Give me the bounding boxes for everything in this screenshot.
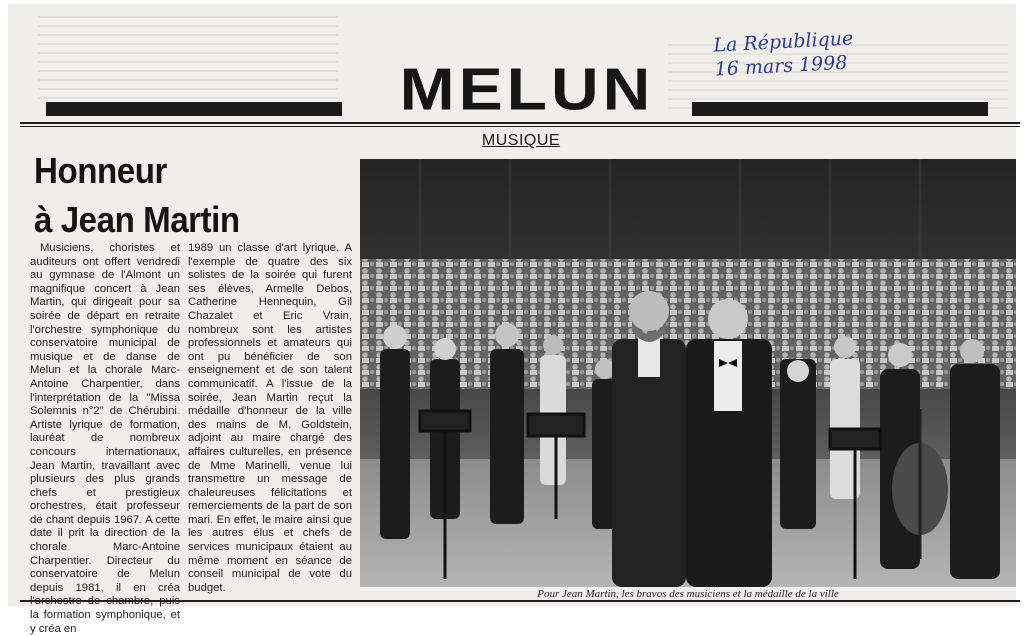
top-rule [20,122,1020,124]
headline-line-1: Honneur [34,150,167,191]
newspaper-clipping [8,4,1016,635]
masthead-bar-right [692,102,988,116]
masthead-bar-left [46,102,342,116]
handwritten-date: 16 mars 1998 [714,51,848,81]
article-headline [34,146,328,244]
masthead-title: MELUN [399,55,655,123]
headline-line-2: à Jean Martin [34,199,240,240]
top-rule-thin [20,126,1020,127]
photo-caption: Pour Jean Martin, les bravos des musiciens et la médaille de la ville [537,588,839,600]
column-2-text: 1989 un classe d'art lyrique. A l'exemple de quatre des six solistes de la soirée qui furent ses élèves, Armelle Debos, Catherine Hennequin, Gil Chazalet et Eric Vrain, nombreux sont les artistes professionnels et amateurs qui ont pu bénéficier de son enseignement et de son talent communicatif. A l'issue de la soirée, Jean Martin reçut la médaille d'honneur de la ville des mains de M. Goldstein, adjoint au maire chargé des affaires culturelles, en présence de Mme Marinelli, venue lui transmettre un message de chaleureuses félicitations et remerciements de la part de son mari. En effet, le maire ainsi que les autres élus et chefs de services municipaux étaient au même moment en séance de conseil municipal de vote du budget. [188,242,352,594]
article-column-1 [30,242,180,636]
handwritten-source: La République [712,27,854,57]
concert-photo-illustration [360,159,1016,587]
handwritten-note [713,26,855,81]
concert-photo [360,159,1016,587]
column-1-text: Musiciens, choristes et auditeurs ont offert vendredi au gymnase de l'Almont un magnifique concert à Jean Martin, qui dirigeait pour sa soirée de départ en retraite l'orchestre symphonique du conservatoire municipal de musique et de danse de Melun et la chorale Marc-Antoine Charpentier, dans l'interprétation de la "Missa Solemnis n°2" de Chérubini. Artiste lyrique de formation, lauréat de nombreux concours internationaux, Jean Martin, travaillant avec plusieurs des plus grands chefs et prestigieux orchestres, était professeur de chant depuis 1967. A cette date il prit la direction de la chorale Marc-Antoine Charpentier. Directeur du conservatoire de Melun depuis 1981, il en créa la formation symphonique, et y créa en [30,242,180,635]
bottom-rule [20,600,1020,602]
bleed-through-left [38,16,338,106]
section-label: MUSIQUE [481,132,561,149]
article-column-2 [188,242,352,595]
